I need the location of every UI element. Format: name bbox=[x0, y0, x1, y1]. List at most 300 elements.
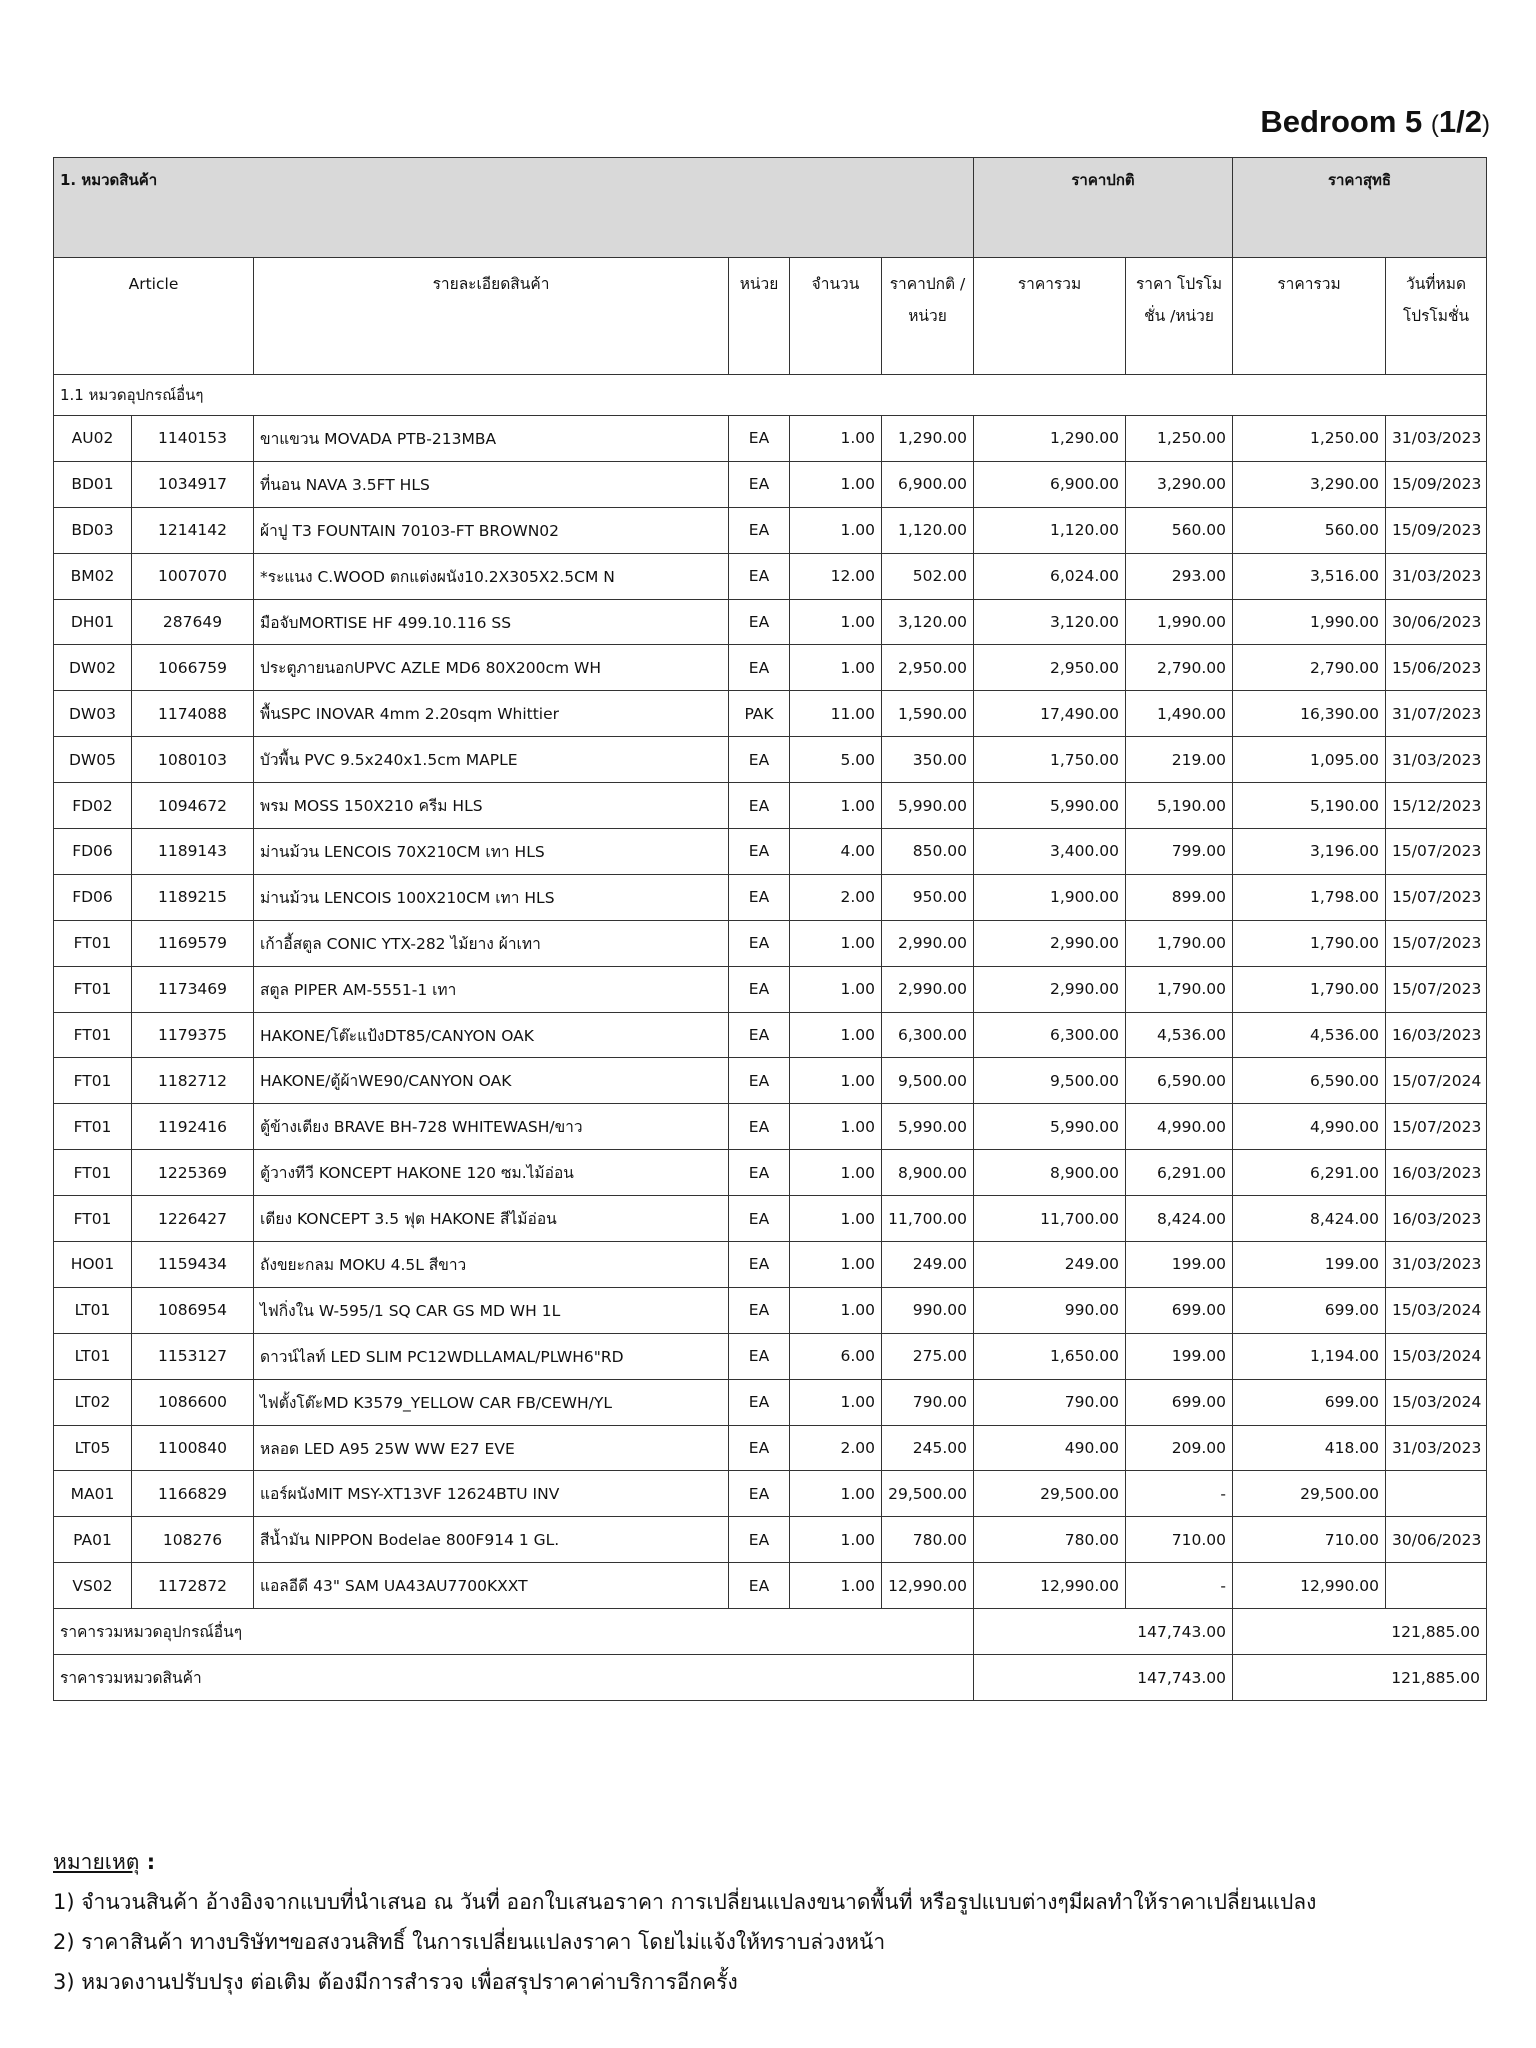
table-row bbox=[54, 920, 1487, 966]
item-qty: 1.00 bbox=[790, 1196, 882, 1242]
item-code: FT01 bbox=[54, 1196, 132, 1242]
item-detail: มือจับMORTISE HF 499.10.116 SS bbox=[254, 599, 729, 645]
table-row bbox=[54, 691, 1487, 737]
item-unit: EA bbox=[729, 920, 790, 966]
item-qty: 1.00 bbox=[790, 1379, 882, 1425]
table-row bbox=[54, 1196, 1487, 1242]
item-detail: ตู้ข้างเตียง BRAVE BH-728 WHITEWASH/ขาว bbox=[254, 1104, 729, 1150]
item-qty: 2.00 bbox=[790, 1425, 882, 1471]
col-unit: หน่วย bbox=[729, 258, 790, 375]
group-net-price: ราคาสุทธิ bbox=[1233, 158, 1487, 258]
item-net-total: 418.00 bbox=[1233, 1425, 1386, 1471]
page-title-open-paren: ( bbox=[1430, 111, 1439, 138]
item-code: FT01 bbox=[54, 1104, 132, 1150]
notes-colon: : bbox=[139, 1850, 156, 1874]
item-reg-total: 780.00 bbox=[974, 1517, 1126, 1563]
item-promo-end: 15/03/2024 bbox=[1386, 1287, 1487, 1333]
item-qty: 1.00 bbox=[790, 1058, 882, 1104]
item-code: LT02 bbox=[54, 1379, 132, 1425]
item-reg-price: 1,590.00 bbox=[882, 691, 974, 737]
item-promo-price: 293.00 bbox=[1126, 553, 1233, 599]
item-reg-price: 8,900.00 bbox=[882, 1150, 974, 1196]
item-qty: 1.00 bbox=[790, 1242, 882, 1288]
item-reg-price: 780.00 bbox=[882, 1517, 974, 1563]
item-reg-price: 11,700.00 bbox=[882, 1196, 974, 1242]
note-line-3: 3) หมวดงานปรับปรุง ต่อเติม ต้องมีการสำรวจ เพื่อสรุปราคาค่าบริการอีกครั้ง bbox=[53, 1970, 738, 1994]
item-detail: ขาแขวน MOVADA PTB-213MBA bbox=[254, 416, 729, 462]
item-unit: EA bbox=[729, 1333, 790, 1379]
item-code: HO01 bbox=[54, 1242, 132, 1288]
item-promo-price: 8,424.00 bbox=[1126, 1196, 1233, 1242]
item-qty: 12.00 bbox=[790, 553, 882, 599]
item-qty: 11.00 bbox=[790, 691, 882, 737]
item-code: LT01 bbox=[54, 1333, 132, 1379]
item-qty: 1.00 bbox=[790, 416, 882, 462]
item-code: FD02 bbox=[54, 783, 132, 829]
item-code: BD03 bbox=[54, 507, 132, 553]
item-article: 1182712 bbox=[132, 1058, 254, 1104]
item-reg-total: 1,900.00 bbox=[974, 874, 1126, 920]
col-qty: จำนวน bbox=[790, 258, 882, 375]
item-promo-end: 31/03/2023 bbox=[1386, 553, 1487, 599]
item-reg-total: 2,990.00 bbox=[974, 966, 1126, 1012]
item-reg-price: 990.00 bbox=[882, 1287, 974, 1333]
notes-heading-line bbox=[53, 1842, 1493, 1882]
col-net-total: ราคารวม bbox=[1233, 258, 1386, 375]
item-qty: 1.00 bbox=[790, 599, 882, 645]
item-net-total: 699.00 bbox=[1233, 1379, 1386, 1425]
item-qty: 1.00 bbox=[790, 1517, 882, 1563]
item-unit: EA bbox=[729, 507, 790, 553]
note-line-2: 2) ราคาสินค้า ทางบริษัทฯขอสงวนสิทธิ์ ในการเปลี่ยนแปลงราคา โดยไม่แจ้งให้ทราบล่วงหน้า bbox=[53, 1930, 886, 1954]
item-unit: EA bbox=[729, 783, 790, 829]
item-promo-end: 16/03/2023 bbox=[1386, 1150, 1487, 1196]
item-promo-end bbox=[1386, 1563, 1487, 1609]
item-qty: 1.00 bbox=[790, 1104, 882, 1150]
item-article: 1094672 bbox=[132, 783, 254, 829]
item-unit: EA bbox=[729, 1287, 790, 1333]
item-promo-price: 6,590.00 bbox=[1126, 1058, 1233, 1104]
item-reg-total: 1,650.00 bbox=[974, 1333, 1126, 1379]
item-detail: HAKONE/โต๊ะแป้งDT85/CANYON OAK bbox=[254, 1012, 729, 1058]
item-promo-price: 199.00 bbox=[1126, 1333, 1233, 1379]
item-qty: 6.00 bbox=[790, 1333, 882, 1379]
item-reg-price: 1,290.00 bbox=[882, 416, 974, 462]
table-row bbox=[54, 1058, 1487, 1104]
col-detail: รายละเอียดสินค้า bbox=[254, 258, 729, 375]
item-code: FD06 bbox=[54, 829, 132, 875]
table-row bbox=[54, 1425, 1487, 1471]
item-reg-total: 9,500.00 bbox=[974, 1058, 1126, 1104]
subtotal-label: ราคารวมหมวดอุปกรณ์อื่นๆ bbox=[54, 1609, 974, 1655]
item-detail: สีน้ำมัน NIPPON Bodelae 800F914 1 GL. bbox=[254, 1517, 729, 1563]
item-code: FT01 bbox=[54, 966, 132, 1012]
item-unit: EA bbox=[729, 1058, 790, 1104]
item-reg-total: 6,900.00 bbox=[974, 461, 1126, 507]
item-net-total: 4,536.00 bbox=[1233, 1012, 1386, 1058]
item-code: LT05 bbox=[54, 1425, 132, 1471]
item-article: 1100840 bbox=[132, 1425, 254, 1471]
col-reg-total: ราคารวม bbox=[974, 258, 1126, 375]
col-article: Article bbox=[54, 258, 254, 375]
item-reg-price: 850.00 bbox=[882, 829, 974, 875]
item-detail: ไฟตั้งโต๊ะMD K3579_YELLOW CAR FB/CEWH/YL bbox=[254, 1379, 729, 1425]
item-promo-price: 219.00 bbox=[1126, 737, 1233, 783]
item-promo-price: 699.00 bbox=[1126, 1287, 1233, 1333]
item-promo-price: 4,990.00 bbox=[1126, 1104, 1233, 1150]
section-label: 1.1 หมวดอุปกรณ์อื่นๆ bbox=[54, 375, 1487, 416]
group-regular-price: ราคาปกติ bbox=[974, 158, 1233, 258]
item-net-total: 1,790.00 bbox=[1233, 920, 1386, 966]
item-article: 1169579 bbox=[132, 920, 254, 966]
item-detail: HAKONE/ตู้ผ้าWE90/CANYON OAK bbox=[254, 1058, 729, 1104]
item-reg-price: 2,950.00 bbox=[882, 645, 974, 691]
item-unit: EA bbox=[729, 1150, 790, 1196]
item-unit: EA bbox=[729, 829, 790, 875]
item-reg-total: 2,990.00 bbox=[974, 920, 1126, 966]
item-promo-end: 15/07/2023 bbox=[1386, 874, 1487, 920]
item-reg-total: 1,290.00 bbox=[974, 416, 1126, 462]
item-promo-end: 15/03/2024 bbox=[1386, 1333, 1487, 1379]
item-reg-price: 275.00 bbox=[882, 1333, 974, 1379]
item-promo-price: 5,190.00 bbox=[1126, 783, 1233, 829]
item-promo-price: 560.00 bbox=[1126, 507, 1233, 553]
table-row bbox=[54, 1563, 1487, 1609]
item-article: 1225369 bbox=[132, 1150, 254, 1196]
item-detail: เก้าอี้สตูล CONIC YTX-282 ไม้ยาง ผ้าเทา bbox=[254, 920, 729, 966]
item-promo-price: - bbox=[1126, 1563, 1233, 1609]
item-detail: ม่านม้วน LENCOIS 100X210CM เทา HLS bbox=[254, 874, 729, 920]
table-row bbox=[54, 829, 1487, 875]
category-label: 1. หมวดสินค้า bbox=[54, 158, 974, 258]
item-reg-total: 2,950.00 bbox=[974, 645, 1126, 691]
item-promo-end: 15/09/2023 bbox=[1386, 507, 1487, 553]
item-reg-price: 3,120.00 bbox=[882, 599, 974, 645]
item-code: FD06 bbox=[54, 874, 132, 920]
item-qty: 2.00 bbox=[790, 874, 882, 920]
item-article: 1214142 bbox=[132, 507, 254, 553]
item-net-total: 1,194.00 bbox=[1233, 1333, 1386, 1379]
item-detail: ประตูภายนอกUPVC AZLE MD6 80X200cm WH bbox=[254, 645, 729, 691]
item-net-total: 8,424.00 bbox=[1233, 1196, 1386, 1242]
item-promo-end: 15/07/2023 bbox=[1386, 1104, 1487, 1150]
item-rows bbox=[54, 416, 1487, 1609]
table-row bbox=[54, 737, 1487, 783]
section-row bbox=[54, 375, 1487, 416]
grandtotal-net: 121,885.00 bbox=[1233, 1655, 1487, 1701]
item-net-total: 3,290.00 bbox=[1233, 461, 1386, 507]
item-unit: EA bbox=[729, 1104, 790, 1150]
price-table-body bbox=[54, 158, 1487, 416]
item-reg-price: 245.00 bbox=[882, 1425, 974, 1471]
item-detail: พื้นSPC INOVAR 4mm 2.20sqm Whittier bbox=[254, 691, 729, 737]
item-net-total: 29,500.00 bbox=[1233, 1471, 1386, 1517]
col-promo-end: วันที่หมด โปรโมชั่น bbox=[1386, 258, 1487, 375]
item-reg-total: 29,500.00 bbox=[974, 1471, 1126, 1517]
item-article: 1179375 bbox=[132, 1012, 254, 1058]
table-row bbox=[54, 783, 1487, 829]
item-unit: EA bbox=[729, 1517, 790, 1563]
item-reg-total: 12,990.00 bbox=[974, 1563, 1126, 1609]
item-detail: เตียง KONCEPT 3.5 ฟุต HAKONE สีไม้อ่อน bbox=[254, 1196, 729, 1242]
item-unit: EA bbox=[729, 461, 790, 507]
item-article: 1140153 bbox=[132, 416, 254, 462]
table-row bbox=[54, 645, 1487, 691]
item-code: FT01 bbox=[54, 1012, 132, 1058]
table-row bbox=[54, 1379, 1487, 1425]
item-promo-end: 15/03/2024 bbox=[1386, 1379, 1487, 1425]
item-promo-end: 15/09/2023 bbox=[1386, 461, 1487, 507]
item-net-total: 699.00 bbox=[1233, 1287, 1386, 1333]
item-promo-end: 15/07/2023 bbox=[1386, 920, 1487, 966]
item-code: VS02 bbox=[54, 1563, 132, 1609]
item-detail: แอร์ผนังMIT MSY-XT13VF 12624BTU INV bbox=[254, 1471, 729, 1517]
item-code: FT01 bbox=[54, 1058, 132, 1104]
table-band-header bbox=[54, 158, 1487, 258]
item-reg-price: 6,300.00 bbox=[882, 1012, 974, 1058]
item-code: BM02 bbox=[54, 553, 132, 599]
item-reg-total: 6,300.00 bbox=[974, 1012, 1126, 1058]
item-net-total: 1,798.00 bbox=[1233, 874, 1386, 920]
item-promo-price: 899.00 bbox=[1126, 874, 1233, 920]
item-qty: 1.00 bbox=[790, 645, 882, 691]
item-article: 1189143 bbox=[132, 829, 254, 875]
item-reg-total: 5,990.00 bbox=[974, 1104, 1126, 1150]
subtotal-net: 121,885.00 bbox=[1233, 1609, 1487, 1655]
item-reg-price: 249.00 bbox=[882, 1242, 974, 1288]
item-promo-price: 4,536.00 bbox=[1126, 1012, 1233, 1058]
item-code: AU02 bbox=[54, 416, 132, 462]
item-net-total: 1,790.00 bbox=[1233, 966, 1386, 1012]
page-title-part: 1/2 bbox=[1438, 104, 1482, 139]
item-code: MA01 bbox=[54, 1471, 132, 1517]
item-detail: แอลอีดี 43" SAM UA43AU7700KXXT bbox=[254, 1563, 729, 1609]
item-net-total: 6,590.00 bbox=[1233, 1058, 1386, 1104]
item-promo-price: 2,790.00 bbox=[1126, 645, 1233, 691]
item-code: DH01 bbox=[54, 599, 132, 645]
item-unit: EA bbox=[729, 599, 790, 645]
table-row bbox=[54, 1287, 1487, 1333]
table-row bbox=[54, 416, 1487, 462]
item-qty: 1.00 bbox=[790, 1471, 882, 1517]
item-net-total: 1,095.00 bbox=[1233, 737, 1386, 783]
item-promo-price: 699.00 bbox=[1126, 1379, 1233, 1425]
item-reg-total: 8,900.00 bbox=[974, 1150, 1126, 1196]
item-reg-price: 5,990.00 bbox=[882, 1104, 974, 1150]
subtotal-regular: 147,743.00 bbox=[974, 1609, 1233, 1655]
item-reg-price: 502.00 bbox=[882, 553, 974, 599]
subtotal-row bbox=[54, 1609, 1487, 1655]
item-article: 1226427 bbox=[132, 1196, 254, 1242]
item-reg-total: 17,490.00 bbox=[974, 691, 1126, 737]
item-reg-price: 790.00 bbox=[882, 1379, 974, 1425]
item-promo-end: 15/12/2023 bbox=[1386, 783, 1487, 829]
item-detail: ไฟกิ่งใน W-595/1 SQ CAR GS MD WH 1L bbox=[254, 1287, 729, 1333]
item-qty: 1.00 bbox=[790, 507, 882, 553]
item-detail: ม่านม้วน LENCOIS 70X210CM เทา HLS bbox=[254, 829, 729, 875]
item-qty: 1.00 bbox=[790, 1012, 882, 1058]
item-reg-total: 3,400.00 bbox=[974, 829, 1126, 875]
item-unit: EA bbox=[729, 1425, 790, 1471]
item-promo-end: 31/03/2023 bbox=[1386, 1242, 1487, 1288]
table-row bbox=[54, 1012, 1487, 1058]
table-row bbox=[54, 553, 1487, 599]
item-reg-price: 6,900.00 bbox=[882, 461, 974, 507]
notes-heading: หมายเหตุ bbox=[53, 1850, 140, 1874]
item-reg-total: 3,120.00 bbox=[974, 599, 1126, 645]
item-reg-total: 490.00 bbox=[974, 1425, 1126, 1471]
item-promo-end: 16/03/2023 bbox=[1386, 1196, 1487, 1242]
column-header-row bbox=[54, 258, 1487, 375]
item-unit: EA bbox=[729, 1563, 790, 1609]
item-article: 1172872 bbox=[132, 1563, 254, 1609]
item-reg-price: 2,990.00 bbox=[882, 920, 974, 966]
item-unit: EA bbox=[729, 1196, 790, 1242]
item-promo-end: 15/07/2024 bbox=[1386, 1058, 1487, 1104]
item-unit: EA bbox=[729, 966, 790, 1012]
item-article: 1159434 bbox=[132, 1242, 254, 1288]
item-article: 1066759 bbox=[132, 645, 254, 691]
item-unit: EA bbox=[729, 553, 790, 599]
item-promo-price: - bbox=[1126, 1471, 1233, 1517]
item-code: DW02 bbox=[54, 645, 132, 691]
item-qty: 1.00 bbox=[790, 1150, 882, 1196]
item-article: 1086600 bbox=[132, 1379, 254, 1425]
item-detail: ถังขยะกลม MOKU 4.5L สีขาว bbox=[254, 1242, 729, 1288]
item-code: FT01 bbox=[54, 920, 132, 966]
item-unit: EA bbox=[729, 874, 790, 920]
table-row bbox=[54, 461, 1487, 507]
item-net-total: 1,250.00 bbox=[1233, 416, 1386, 462]
item-qty: 1.00 bbox=[790, 1287, 882, 1333]
item-promo-end: 15/06/2023 bbox=[1386, 645, 1487, 691]
item-promo-end: 31/03/2023 bbox=[1386, 1425, 1487, 1471]
item-detail: ตู้วางทีวี KONCEPT HAKONE 120 ซม.ไม้อ่อน bbox=[254, 1150, 729, 1196]
item-net-total: 5,190.00 bbox=[1233, 783, 1386, 829]
table-row bbox=[54, 1333, 1487, 1379]
item-detail: ผ้าปู T3 FOUNTAIN 70103-FT BROWN02 bbox=[254, 507, 729, 553]
item-promo-price: 1,250.00 bbox=[1126, 416, 1233, 462]
item-qty: 5.00 bbox=[790, 737, 882, 783]
item-article: 1080103 bbox=[132, 737, 254, 783]
note-line-1: 1) จำนวนสินค้า อ้างอิงจากแบบที่นำเสนอ ณ วันที่ ออกใบเสนอราคา การเปลี่ยนแปลงขนาดพื้นที่ หรือรูปแบบต่างๆมีผลทำให้ราคาเปลี่ยนแปลง bbox=[53, 1890, 1317, 1914]
item-reg-price: 9,500.00 bbox=[882, 1058, 974, 1104]
item-detail: ดาวน์ไลท์ LED SLIM PC12WDLLAMAL/PLWH6"RD bbox=[254, 1333, 729, 1379]
item-net-total: 710.00 bbox=[1233, 1517, 1386, 1563]
item-net-total: 2,790.00 bbox=[1233, 645, 1386, 691]
table-row bbox=[54, 874, 1487, 920]
item-reg-total: 6,024.00 bbox=[974, 553, 1126, 599]
grandtotal-regular: 147,743.00 bbox=[974, 1655, 1233, 1701]
item-article: 287649 bbox=[132, 599, 254, 645]
item-article: 1166829 bbox=[132, 1471, 254, 1517]
item-code: BD01 bbox=[54, 461, 132, 507]
grandtotal-row bbox=[54, 1655, 1487, 1701]
item-reg-price: 5,990.00 bbox=[882, 783, 974, 829]
item-reg-total: 990.00 bbox=[974, 1287, 1126, 1333]
item-promo-end: 31/07/2023 bbox=[1386, 691, 1487, 737]
item-code: FT01 bbox=[54, 1150, 132, 1196]
table-row bbox=[54, 1150, 1487, 1196]
item-net-total: 199.00 bbox=[1233, 1242, 1386, 1288]
item-article: 1173469 bbox=[132, 966, 254, 1012]
grandtotal-label: ราคารวมหมวดสินค้า bbox=[54, 1655, 974, 1701]
item-net-total: 3,516.00 bbox=[1233, 553, 1386, 599]
item-article: 108276 bbox=[132, 1517, 254, 1563]
col-promo-price: ราคา โปรโมชั่น /หน่วย bbox=[1126, 258, 1233, 375]
item-code: DW05 bbox=[54, 737, 132, 783]
item-article: 1034917 bbox=[132, 461, 254, 507]
item-promo-price: 1,990.00 bbox=[1126, 599, 1233, 645]
item-reg-price: 1,120.00 bbox=[882, 507, 974, 553]
item-promo-end: 31/03/2023 bbox=[1386, 416, 1487, 462]
item-qty: 1.00 bbox=[790, 920, 882, 966]
item-promo-end: 31/03/2023 bbox=[1386, 737, 1487, 783]
table-row bbox=[54, 507, 1487, 553]
item-reg-total: 249.00 bbox=[974, 1242, 1126, 1288]
item-unit: EA bbox=[729, 416, 790, 462]
item-promo-price: 199.00 bbox=[1126, 1242, 1233, 1288]
item-net-total: 3,196.00 bbox=[1233, 829, 1386, 875]
item-promo-end bbox=[1386, 1471, 1487, 1517]
item-unit: EA bbox=[729, 1242, 790, 1288]
item-qty: 4.00 bbox=[790, 829, 882, 875]
item-code: DW03 bbox=[54, 691, 132, 737]
item-reg-price: 950.00 bbox=[882, 874, 974, 920]
item-reg-total: 11,700.00 bbox=[974, 1196, 1126, 1242]
item-promo-price: 710.00 bbox=[1126, 1517, 1233, 1563]
item-promo-end: 15/07/2023 bbox=[1386, 829, 1487, 875]
item-reg-total: 1,750.00 bbox=[974, 737, 1126, 783]
item-detail: พรม MOSS 150X210 ครีม HLS bbox=[254, 783, 729, 829]
item-unit: EA bbox=[729, 737, 790, 783]
item-article: 1153127 bbox=[132, 1333, 254, 1379]
price-table bbox=[53, 157, 1487, 1701]
table-row bbox=[54, 1471, 1487, 1517]
item-net-total: 560.00 bbox=[1233, 507, 1386, 553]
item-reg-total: 1,120.00 bbox=[974, 507, 1126, 553]
totals-body bbox=[54, 1609, 1487, 1701]
item-promo-price: 1,490.00 bbox=[1126, 691, 1233, 737]
item-article: 1189215 bbox=[132, 874, 254, 920]
item-qty: 1.00 bbox=[790, 1563, 882, 1609]
item-detail: *ระแนง C.WOOD ตกแต่งผนัง10.2X305X2.5CM N bbox=[254, 553, 729, 599]
item-article: 1192416 bbox=[132, 1104, 254, 1150]
item-code: LT01 bbox=[54, 1287, 132, 1333]
item-reg-price: 12,990.00 bbox=[882, 1563, 974, 1609]
col-reg-price: ราคาปกติ /หน่วย bbox=[882, 258, 974, 375]
item-reg-price: 350.00 bbox=[882, 737, 974, 783]
item-detail: บัวพื้น PVC 9.5x240x1.5cm MAPLE bbox=[254, 737, 729, 783]
item-unit: EA bbox=[729, 1471, 790, 1517]
item-qty: 1.00 bbox=[790, 966, 882, 1012]
item-promo-price: 799.00 bbox=[1126, 829, 1233, 875]
table-row bbox=[54, 1242, 1487, 1288]
item-net-total: 1,990.00 bbox=[1233, 599, 1386, 645]
table-row bbox=[54, 1517, 1487, 1563]
item-net-total: 4,990.00 bbox=[1233, 1104, 1386, 1150]
item-unit: EA bbox=[729, 645, 790, 691]
item-promo-price: 1,790.00 bbox=[1126, 966, 1233, 1012]
page-title bbox=[1260, 104, 1490, 140]
table-row bbox=[54, 966, 1487, 1012]
item-detail: หลอด LED A95 25W WW E27 EVE bbox=[254, 1425, 729, 1471]
item-promo-end: 16/03/2023 bbox=[1386, 1012, 1487, 1058]
item-unit: PAK bbox=[729, 691, 790, 737]
item-article: 1174088 bbox=[132, 691, 254, 737]
item-qty: 1.00 bbox=[790, 461, 882, 507]
item-promo-price: 209.00 bbox=[1126, 1425, 1233, 1471]
